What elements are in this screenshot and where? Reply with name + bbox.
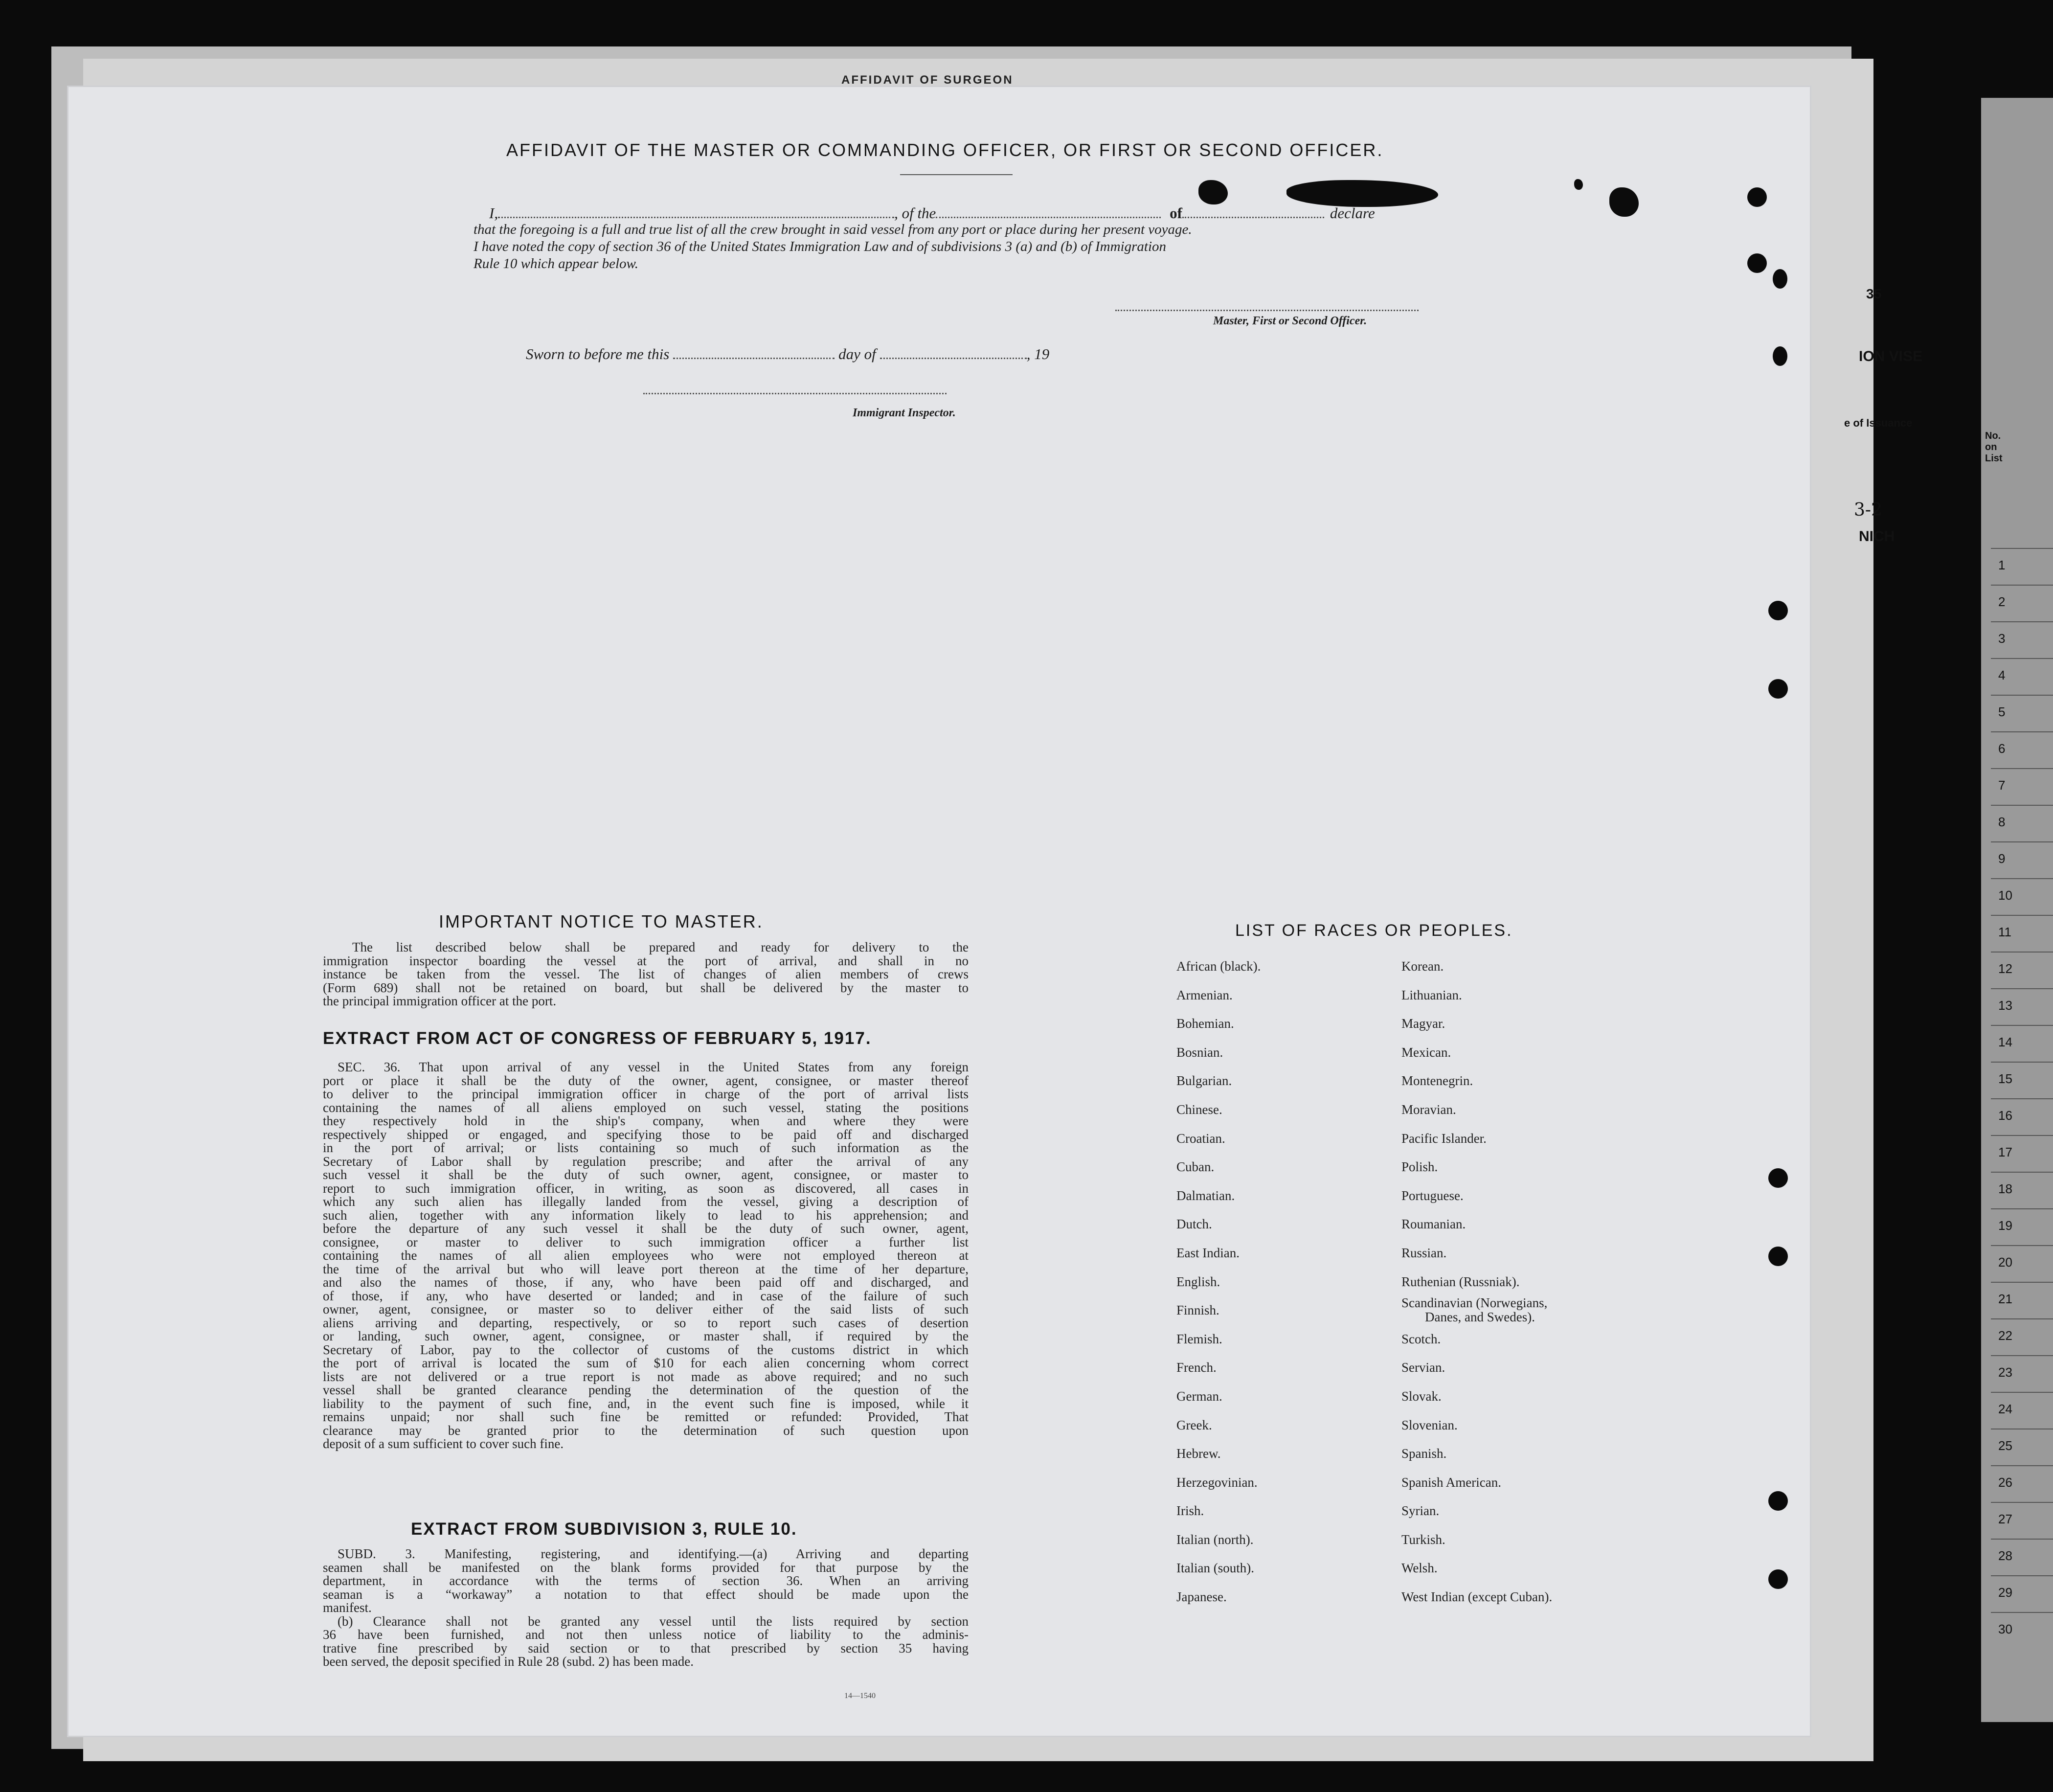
manifest-row-number: 19	[1998, 1218, 2012, 1233]
race-entry: Welsh.	[1401, 1561, 1438, 1576]
extract-rule-title: EXTRACT FROM SUBDIVISION 3, RULE 10.	[411, 1520, 797, 1539]
ink-smudge	[1198, 180, 1228, 204]
extract-act-line: report to such immigration officer, in writing, as soon as discovered, all cases in	[323, 1180, 969, 1196]
races-title: LIST OF RACES OR PEOPLES.	[1235, 921, 1513, 940]
declare-label: declare	[1330, 204, 1375, 222]
of-the-label: , of the	[894, 204, 936, 222]
race-entry: Croatian.	[1176, 1131, 1225, 1146]
extract-rule-line: trative fine prescribed by said section or to that prescribed by section 35 having	[323, 1640, 969, 1656]
sworn-line	[526, 345, 1049, 363]
extract-act-line: liability to the payment of such fine, and, in the event such fine is imposed, while it	[323, 1396, 969, 1411]
extract-act-line: the port of arrival is located the sum of $10 for each alien concerning whom correct	[323, 1356, 969, 1370]
race-entry: Portuguese.	[1401, 1188, 1464, 1203]
extract-rule-line: seamen shall be manifested on the blank forms provided for that purpose by the	[323, 1560, 969, 1575]
race-entry: Dalmatian.	[1176, 1188, 1235, 1203]
race-entry: Korean.	[1401, 959, 1444, 974]
extract-act-line: deposit of a sum sufficient to cover such fine.	[323, 1436, 564, 1451]
punch-hole	[1773, 269, 1787, 289]
extract-act-line: such alien, together with any information likely to lead to his apprehension; and	[323, 1207, 969, 1223]
extract-act-line: the time of the arrival but who will leave port thereon at the time of her departure,	[323, 1261, 969, 1276]
visa-header: ION VISE	[1859, 348, 1923, 364]
extract-act-text	[323, 1061, 969, 1451]
punch-hole	[1747, 253, 1767, 273]
name-blank	[498, 214, 894, 218]
manifest-row-number: 7	[1998, 778, 2006, 793]
race-entry: Flemish.	[1176, 1331, 1222, 1346]
punch-hole	[1747, 187, 1767, 207]
manifest-row-number: 5	[1998, 704, 2006, 719]
race-entry: Turkish.	[1401, 1532, 1445, 1547]
extract-rule-line: manifest.	[323, 1600, 372, 1615]
notice-line: the principal immigration officer at the port.	[323, 994, 557, 1008]
print-code: 14—1540	[844, 1692, 876, 1700]
punch-hole	[1768, 1491, 1788, 1511]
extract-act-line: vessel shall be granted clearance pending the determination of the question of the	[323, 1383, 969, 1397]
issuance-header: e of Issuance	[1844, 417, 1913, 429]
extract-rule-text	[323, 1547, 969, 1669]
day-blank	[673, 355, 835, 359]
inspector-signature-line	[643, 393, 947, 394]
race-entry: Cuban.	[1176, 1159, 1215, 1175]
affidavit-title: AFFIDAVIT OF THE MASTER OR COMMANDING OFFICER, OR FIRST OR SECOND OFFICER.	[506, 140, 1384, 160]
extract-act-line: in the port of arrival; or lists containing so much of such information as the	[323, 1140, 969, 1155]
race-entry: Greek.	[1176, 1417, 1212, 1432]
race-entry: Bulgarian.	[1176, 1073, 1232, 1089]
race-entry: Moravian.	[1401, 1102, 1456, 1117]
extract-act-line: remains unpaid; nor shall such fine be remitted or refunded: Provided, That	[323, 1409, 969, 1424]
race-entry: Herzegovinian.	[1176, 1474, 1258, 1490]
manifest-row-number: 14	[1998, 1035, 2012, 1049]
notice-title: IMPORTANT NOTICE TO MASTER.	[439, 911, 764, 931]
vessel-blank	[1182, 214, 1324, 218]
races-column-2	[1401, 952, 1552, 1611]
punch-hole	[1768, 679, 1788, 699]
race-entry: Magyar.	[1401, 1016, 1445, 1031]
notice-line: (Form 689) shall not be retained on board, but shall be delivered by the master to	[323, 980, 969, 995]
extract-act-line: or landing, such owner, agent, consignee, or master shall, if required by the	[323, 1329, 969, 1343]
race-entry: Pacific Islander.	[1401, 1131, 1487, 1146]
extract-act-line: port or place it shall be the duty of the owner, agent, consignee, or master thereof	[323, 1073, 969, 1088]
master-signature-caption: Master, First or Second Officer.	[1213, 315, 1367, 327]
manifest-row-number: 9	[1998, 851, 2006, 866]
race-entry: Scandinavian (Norwegians, Danes, and Swedes).	[1401, 1296, 1552, 1325]
manifest-row-number: 16	[1998, 1108, 2012, 1123]
city-entry: NICH	[1859, 528, 1895, 544]
race-entry: Montenegrin.	[1401, 1073, 1473, 1089]
manifest-row-number: 8	[1998, 815, 2006, 829]
ink-smudge	[1609, 187, 1639, 217]
position-blank	[936, 214, 1161, 218]
race-entry: Spanish.	[1401, 1446, 1447, 1461]
race-entry: Ruthenian (Russniak).	[1401, 1274, 1520, 1289]
list-number-header: No. on List	[1985, 431, 2003, 464]
manifest-row-number: 26	[1998, 1475, 2012, 1490]
race-entry: Irish.	[1176, 1503, 1204, 1519]
manifest-row-number: 3	[1998, 631, 2006, 646]
manifest-row-number: 21	[1998, 1292, 2012, 1306]
extract-act-line: clearance may be granted prior to the determination of such question upon	[323, 1423, 969, 1438]
race-entry: Slovak.	[1401, 1388, 1442, 1404]
manifest-row-number: 28	[1998, 1548, 2012, 1563]
manifest-row-number: 20	[1998, 1255, 2012, 1270]
manifest-row-number: 23	[1998, 1365, 2012, 1380]
manifest-row-number: 25	[1998, 1438, 2012, 1453]
notice-text	[323, 941, 969, 1008]
extract-act-line: containing the names of all alien employees who were not employed thereon at	[323, 1248, 969, 1263]
races-column-1	[1176, 952, 1261, 1611]
extract-act-line: to deliver to the principal immigration officer in charge of the port of arrival lists	[323, 1087, 969, 1101]
manifest-row-number: 13	[1998, 998, 2012, 1013]
race-entry: English.	[1176, 1274, 1220, 1289]
day-of-label: day of	[838, 345, 876, 363]
redaction-mark	[1286, 180, 1438, 207]
race-entry: Slovenian.	[1401, 1417, 1458, 1432]
extract-act-line: they respectively hold in the ship's company, when and where they were	[323, 1113, 969, 1128]
manifest-row-number: 1	[1998, 558, 2006, 572]
extract-rule-line: 36 have been furnished, and not then unless notice of liability to the adminis-	[323, 1627, 969, 1642]
manifest-row-number: 15	[1998, 1071, 2012, 1086]
extract-act-line: consignee, or master to deliver to such immigration officer a further list	[323, 1234, 969, 1249]
extract-act-line: containing the names of all aliens employed on such vessel, stating the positions	[323, 1100, 969, 1115]
year-label: , 19	[1026, 345, 1050, 363]
extract-rule-line: seaman is a “workaway” a notation to that effect should be made upon the	[323, 1587, 969, 1602]
col-number: 35	[1866, 286, 1882, 301]
sworn-label: Sworn to before me this	[526, 345, 670, 363]
manifest-row-number: 2	[1998, 594, 2006, 609]
extract-act-line: respectively shipped or engaged, and specifying those to be paid off and discharged	[323, 1127, 969, 1142]
extract-rule-line: SUBD. 3. Manifesting, registering, and identifying.—(a) Arriving and departing	[338, 1546, 969, 1561]
affidavit-line2: that the foregoing is a full and true list of all the crew brought in said vessel from any port or place during her present voyage.	[474, 222, 1192, 237]
punch-hole	[1768, 601, 1788, 620]
extract-rule-line: (b) Clearance shall not be granted any vessel until the lists required by section	[338, 1613, 969, 1629]
i-label: I,	[489, 204, 498, 222]
extract-act-line: lists are not delivered or a true report is not made as above required; and no such	[323, 1369, 969, 1384]
notice-line: immigration inspector boarding the vessel at the port of arrival, and shall in no	[323, 953, 969, 968]
manifest-row-number: 30	[1998, 1622, 2012, 1636]
title-rule	[900, 174, 1013, 175]
race-entry: Servian.	[1401, 1360, 1445, 1375]
punch-hole	[1773, 346, 1787, 366]
extract-act-line: SEC. 36. That upon arrival of any vessel in the United States from any foreign	[338, 1060, 969, 1074]
extract-act-line: of those, if any, who have deserted or landed; and in case of the failure of such	[323, 1288, 969, 1303]
race-entry: Hebrew.	[1176, 1446, 1221, 1461]
race-entry: Polish.	[1401, 1159, 1438, 1175]
race-entry: Chinese.	[1176, 1102, 1222, 1117]
extract-rule-line: department, in accordance with the terms of section 36. When an arriving	[323, 1573, 969, 1588]
extract-act-line: such vessel it shall be the duty of such owner, agent, consignee, or master to	[323, 1167, 969, 1182]
of-label: of	[1170, 204, 1182, 222]
race-entry: Mexican.	[1401, 1044, 1451, 1060]
notice-line: The list described below shall be prepared and ready for delivery to the	[352, 940, 969, 954]
race-entry-continuation: Danes, and Swedes).	[1425, 1310, 1535, 1325]
extract-rule-line: been served, the deposit specified in Rule 28 (subd. 2) has been made.	[323, 1654, 694, 1669]
manifest-row-number: 24	[1998, 1402, 2012, 1416]
manifest-row-number: 11	[1998, 925, 2011, 939]
extract-act-line: owner, agent, consignee, or master so to deliver either of the said lists of such	[323, 1302, 969, 1316]
race-entry: Japanese.	[1176, 1589, 1227, 1605]
manifest-row-number: 17	[1998, 1145, 2012, 1159]
race-entry: Spanish American.	[1401, 1474, 1501, 1490]
race-entry: Finnish.	[1176, 1303, 1219, 1318]
race-entry: Armenian.	[1176, 987, 1233, 1002]
punch-hole	[1768, 1247, 1788, 1266]
month-blank	[880, 355, 1027, 359]
race-entry: Dutch.	[1176, 1217, 1212, 1232]
punch-hole	[1768, 1569, 1788, 1589]
race-entry: Scotch.	[1401, 1331, 1441, 1346]
race-entry: Bosnian.	[1176, 1044, 1223, 1060]
affidavit-line4: Rule 10 which appear below.	[474, 256, 638, 272]
master-signature-line	[1115, 310, 1419, 311]
inspector-signature-caption: Immigrant Inspector.	[853, 407, 956, 419]
manifest-row-number: 6	[1998, 741, 2006, 756]
race-entry: Italian (north).	[1176, 1532, 1254, 1547]
race-entry: Bohemian.	[1176, 1016, 1234, 1031]
race-entry: German.	[1176, 1388, 1222, 1404]
manifest-row-number: 4	[1998, 668, 2006, 682]
extract-act-line: before the departure of any such vessel it shall be the duty of such owner, agent,	[323, 1221, 969, 1236]
race-entry: Lithuanian.	[1401, 987, 1462, 1002]
race-entry: Italian (south).	[1176, 1561, 1254, 1576]
race-entry: Russian.	[1401, 1245, 1447, 1260]
extract-act-line: which any such alien has illegally landed from the vessel, giving a description of	[323, 1194, 969, 1209]
manifest-row-number: 12	[1998, 961, 2012, 976]
affidavit-line1	[489, 204, 1375, 222]
manifest-row-number: 18	[1998, 1181, 2012, 1196]
manifest-row-number: 27	[1998, 1512, 2012, 1526]
race-entry: African (black).	[1176, 959, 1261, 974]
affidavit-line3: I have noted the copy of section 36 of the United States Immigration Law and of subdivisions 3 (a) and (b) of Immigration	[474, 239, 1167, 254]
extract-act-line: Secretary of Labor shall by regulation prescribe; and after the arrival of any	[323, 1154, 969, 1169]
notice-line: instance be taken from the vessel. The list of changes of alien members of crews	[323, 967, 969, 981]
punch-hole	[1768, 1168, 1788, 1188]
manifest-row-number: 22	[1998, 1328, 2012, 1343]
manifest-row-number: 10	[1998, 888, 2012, 903]
handwritten-entry: 3-2	[1854, 500, 1882, 520]
race-entry: Roumanian.	[1401, 1217, 1466, 1232]
race-entry: French.	[1176, 1360, 1217, 1375]
extract-act-line: and also the names of those, if any, who have been paid off and discharged, and	[323, 1275, 969, 1290]
background-page-heading: AFFIDAVIT OF SURGEON	[841, 73, 1014, 87]
ink-smudge	[1574, 179, 1583, 190]
race-entry: West Indian (except Cuban).	[1401, 1589, 1553, 1605]
extract-act-line: Secretary of Labor, pay to the collector of customs of the customs district in which	[323, 1342, 969, 1357]
race-entry: East Indian.	[1176, 1245, 1240, 1260]
extract-act-title: EXTRACT FROM ACT OF CONGRESS OF FEBRUARY 5, 1917.	[323, 1029, 872, 1048]
manifest-row-number: 29	[1998, 1585, 2012, 1600]
race-entry: Syrian.	[1401, 1503, 1440, 1519]
affidavit-sheet	[68, 87, 1810, 1736]
extract-act-line: aliens arriving and departing, respectively, or so to report such cases of desertion	[323, 1315, 969, 1330]
